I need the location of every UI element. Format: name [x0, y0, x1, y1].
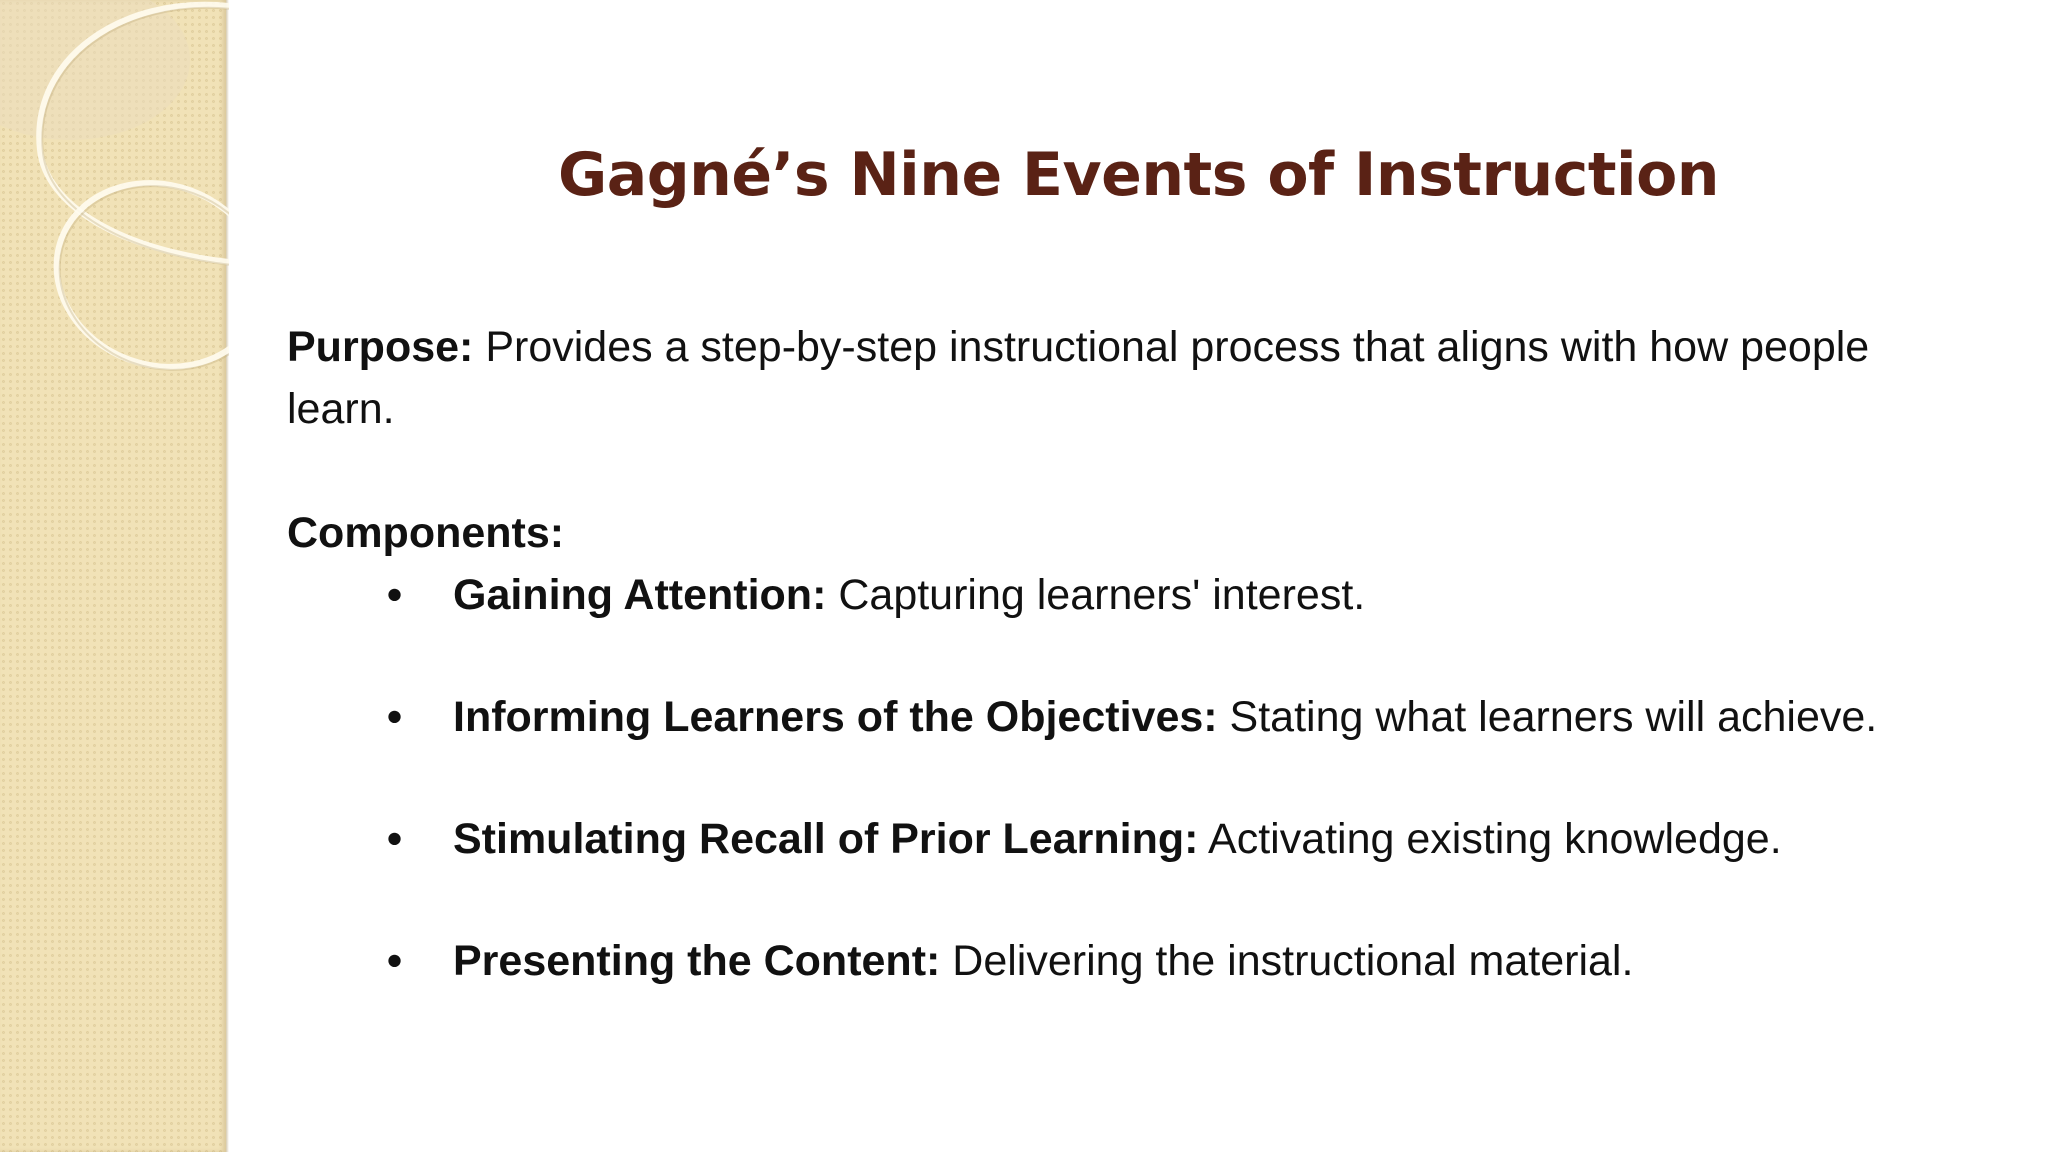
- list-item: [287, 808, 1987, 870]
- list-item: [287, 686, 1987, 748]
- components-label: Components:: [287, 509, 565, 557]
- components-heading: [287, 502, 1987, 564]
- item-text: Stating what learners will achieve.: [1217, 693, 1878, 741]
- slide-body: [287, 316, 1987, 992]
- purpose-text: Provides a step-by-step instructional process that aligns with how people learn.: [287, 323, 1870, 433]
- bullet-icon: •: [387, 937, 403, 985]
- bullet-icon: •: [387, 571, 403, 619]
- bullet-icon: •: [387, 693, 403, 741]
- purpose-paragraph: [287, 316, 1907, 440]
- components-list: [287, 564, 1987, 992]
- item-text: Delivering the instructional material.: [940, 937, 1634, 985]
- item-label: Stimulating Recall of Prior Learning:: [453, 815, 1199, 863]
- item-text: Capturing learners' interest.: [826, 571, 1366, 619]
- spacer: [287, 440, 1987, 502]
- item-label: Informing Learners of the Objectives:: [453, 693, 1218, 741]
- bullet-icon: •: [387, 815, 403, 863]
- decorative-swirl-icon: [0, 0, 229, 400]
- list-item: [287, 564, 1987, 626]
- slide-title: Gagné’s Nine Events of Instruction: [557, 140, 1720, 210]
- item-text: Activating existing knowledge.: [1198, 815, 1782, 863]
- purpose-label: Purpose:: [287, 323, 474, 371]
- list-item: [287, 930, 1987, 992]
- item-label: Gaining Attention:: [453, 571, 827, 619]
- item-label: Presenting the Content:: [453, 937, 941, 985]
